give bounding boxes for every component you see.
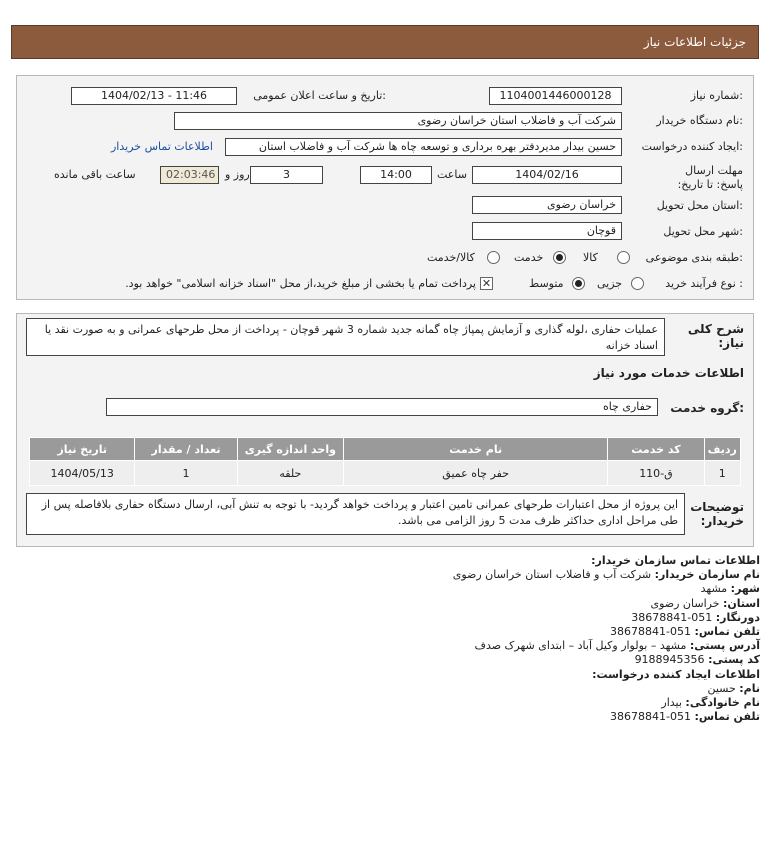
service-group-field: حفاری چاه <box>106 398 658 416</box>
contact-org-value: شرکت آب و فاضلاب استان خراسان رضوی <box>452 568 652 582</box>
service-group-label: گروه خدمت: <box>670 401 744 415</box>
need-number-label: شماره نیاز: <box>690 89 743 102</box>
services-section-title: اطلاعات خدمات مورد نیاز <box>593 366 744 380</box>
cell-date: 1404/05/13 <box>30 461 135 486</box>
summary-text: عملیات حفاری ،لوله گذاری و آزمایش پمپاژ چاه گمانه جدید شماره 3 شهر قوچان - پرداخت از محل طرحهای عمرانی و به صورت نقد یا اسناد خزانه <box>26 318 665 356</box>
contact-city-label: شهر: <box>730 582 760 596</box>
contact-province-label: استان: <box>723 596 760 610</box>
category-label: طبقه بندی موضوعی: <box>645 251 743 264</box>
creator-last-name-value: بیدار <box>661 696 682 710</box>
col-qty-header: تعداد / مقدار <box>135 438 237 461</box>
process-type-label: نوع فرآیند خرید : <box>665 277 743 290</box>
contact-info <box>453 554 760 724</box>
remaining-time-field: 02:03:46 <box>160 166 219 184</box>
buyer-notes-text: این پروژه از محل اعتبارات طرحهای عمرانی تامین اعتبار و پرداخت خواهد گردید- با توجه به تنش آبی، ارسال دستگاه حفاری بلافاصله پس از طی مراحل اداری حداکثر ظرف مدت 5 روز الزامی می باشد. <box>26 493 685 535</box>
process-medium-label: متوسط <box>529 277 564 290</box>
col-code-header: کد خدمت <box>608 438 704 461</box>
creator-first-name-value: حسین <box>707 681 736 695</box>
buyer-org-label: نام دستگاه خریدار: <box>656 114 743 127</box>
creator-info-title: اطلاعات ایجاد کننده درخواست: <box>592 667 760 681</box>
delivery-province-field: خراسان رضوی <box>472 196 622 214</box>
col-row-header: ردیف <box>704 438 740 461</box>
contact-phone-label: تلفن تماس: <box>694 625 760 639</box>
announce-date-label: تاریخ و ساعت اعلان عمومی: <box>253 89 386 102</box>
need-number-field: 1104001446000128 <box>489 87 622 105</box>
contact-org-label: نام سازمان خریدار: <box>654 568 760 582</box>
services-table <box>29 437 741 486</box>
category-goods-service-label: کالا/خدمت <box>427 251 475 264</box>
page-header <box>11 25 759 59</box>
contact-address-value: مشهد – بولوار وکیل آباد – ابتدای شهرک صدف <box>474 639 687 653</box>
creator-phone-label: تلفن تماس: <box>694 710 760 724</box>
creator-phone-value: 051-38678841 <box>610 710 692 724</box>
cell-name: حفر چاه عمیق <box>344 461 608 486</box>
contact-province-value: خراسان رضوی <box>650 596 720 610</box>
cell-qty: 1 <box>135 461 237 486</box>
summary-label: شرح کلی نیاز: <box>687 322 744 350</box>
category-service-radio[interactable] <box>553 251 566 264</box>
contact-city-value: مشهد <box>700 582 728 596</box>
process-minor-radio[interactable] <box>631 277 644 290</box>
need-details-panel <box>16 75 754 300</box>
creator-field: حسین بیدار مدیردفتر بهره برداری و توسعه چاه ها شرکت آب و فاضلاب استان <box>225 138 622 156</box>
contact-postal-value: 9188945356 <box>634 653 705 667</box>
cell-row: 1 <box>704 461 740 486</box>
col-unit-header: واحد اندازه گیری <box>237 438 343 461</box>
category-service-label: خدمت <box>514 251 544 264</box>
contact-fax-value: 051-38678841 <box>631 610 713 624</box>
delivery-city-field: قوچان <box>472 222 622 240</box>
contact-title: اطلاعات تماس سازمان خریدار: <box>591 554 760 567</box>
creator-first-name-label: نام: <box>739 681 760 695</box>
remaining-time-label: ساعت باقی مانده <box>54 168 136 181</box>
contact-address-label: آدرس پستی: <box>689 639 760 653</box>
table-header-row <box>30 438 741 461</box>
contact-phone-value: 051-38678841 <box>610 625 692 639</box>
buyer-contact-link[interactable]: اطلاعات تماس خریدار <box>111 140 213 153</box>
col-date-header: تاریخ نیاز <box>30 438 135 461</box>
deadline-label: مهلت ارسال پاسخ: تا تاریخ: <box>677 164 743 191</box>
delivery-city-label: شهر محل تحویل: <box>663 225 743 238</box>
deadline-time-label: ساعت <box>437 168 467 181</box>
category-goods-radio[interactable] <box>617 251 630 264</box>
table-row <box>30 461 741 486</box>
category-goods-label: کالا <box>583 251 598 264</box>
creator-label: ایجاد کننده درخواست: <box>641 140 743 153</box>
cell-unit: حلقه <box>237 461 343 486</box>
contact-fax-label: دورنگار: <box>715 610 760 624</box>
delivery-province-label: استان محل تحویل: <box>656 199 743 212</box>
page-title: جزئیات اطلاعات نیاز <box>643 35 746 49</box>
deadline-date-field: 1404/02/16 <box>472 166 622 184</box>
process-medium-radio[interactable] <box>572 277 585 290</box>
buyer-notes-label: توضیحات خریدار: <box>690 500 744 528</box>
days-label: روز و <box>225 168 250 181</box>
treasury-payment-note: پرداخت تمام یا بخشی از مبلغ خرید،از محل "اسناد خزانه اسلامی" خواهد بود. <box>125 277 476 290</box>
cell-code: ق-110 <box>608 461 704 486</box>
creator-last-name-label: نام خانوادگی: <box>685 696 760 710</box>
announce-date-field: 1404/02/13 - 11:46 <box>71 87 237 105</box>
buyer-org-field: شرکت آب و فاضلاب استان خراسان رضوی <box>174 112 622 130</box>
category-goods-service-radio[interactable] <box>487 251 500 264</box>
treasury-payment-checkbox[interactable]: ✕ <box>481 277 492 290</box>
contact-postal-label: کد پستی: <box>708 653 760 667</box>
process-minor-label: جزیی <box>597 277 623 290</box>
col-name-header: نام خدمت <box>344 438 608 461</box>
days-remaining-field: 3 <box>250 166 323 184</box>
deadline-time-field: 14:00 <box>360 166 432 184</box>
